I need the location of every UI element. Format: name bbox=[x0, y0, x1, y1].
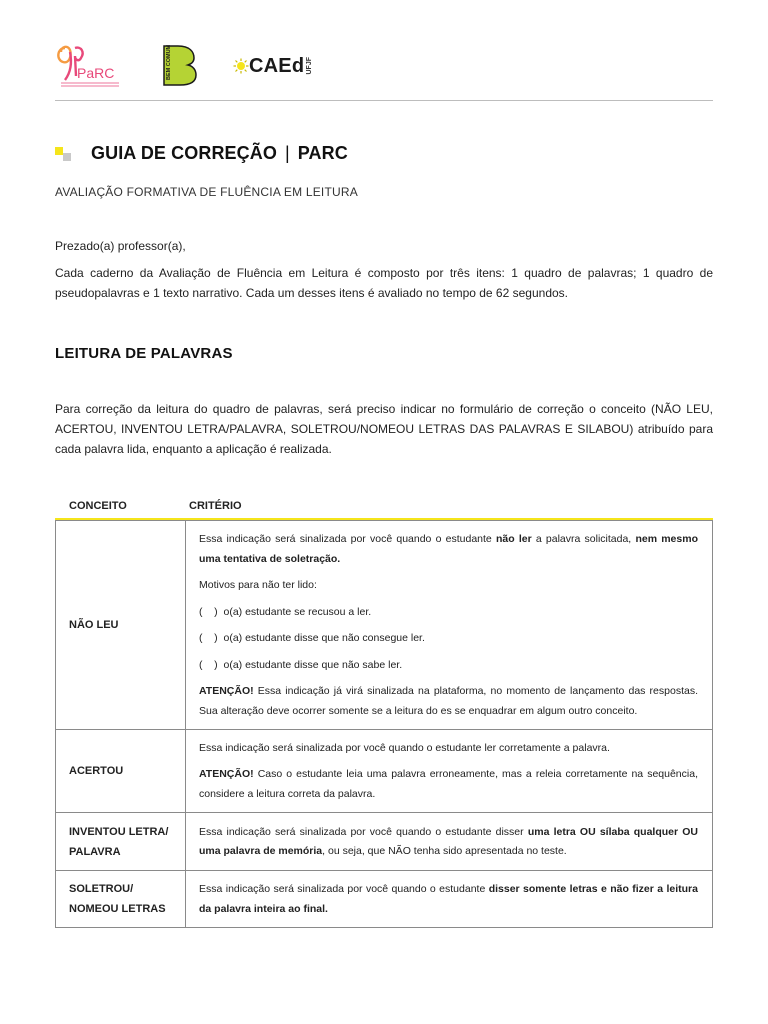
caed-logo bbox=[233, 52, 313, 80]
concept-cell: ACERTOU bbox=[56, 730, 186, 813]
criteria-paragraph: Essa indicação será sinalizada por você quando o estudante ler corretamente a palavra. bbox=[199, 741, 610, 754]
caed-logo-text: CAEd bbox=[249, 54, 305, 77]
motivo-option-2: ( ) o(a) estudante disse que não consegue ler. bbox=[199, 632, 425, 644]
section-paragraph: Para correção da leitura do quadro de palavras, será preciso indicar no formulário de correção o conceito (NÃO LEU, ACERTOU, INVENTOU LETRA/PALAVRA, SOLETROU/NOMEOU LETRAS DAS PALAVRAS E SILABOU) atribuído para cada palavra lida, enquanto a aplicação é realizada. bbox=[55, 402, 713, 456]
motivo-option-1: ( ) o(a) estudante se recusou a ler. bbox=[199, 605, 372, 618]
concept-line-1: SOLETROU/ bbox=[69, 883, 134, 895]
bem-comum-logo-text: BEM COMUM bbox=[166, 44, 172, 80]
concept-line-2: PALAVRA bbox=[69, 845, 121, 858]
bold-text: uma letra OU sílaba qualquer OU uma palavra de memória bbox=[199, 825, 698, 857]
document-title bbox=[91, 143, 348, 164]
attention-text: Essa indicação já virá sinalizada na plataforma, no momento de lançamento das respostas. Sua alteração deve ocorrer somente se a leitura do es se enquadrar em algum outro conceito. bbox=[199, 685, 698, 717]
document-title-main: GUIA DE CORREÇÃO bbox=[91, 142, 277, 163]
criteria-paragraph bbox=[199, 823, 698, 862]
attention-label: ATENÇÃO! bbox=[199, 768, 254, 781]
text-span: Essa indicação será sinalizada por você quando o estudante disser bbox=[199, 825, 528, 838]
attention-label: ATENÇÃO! bbox=[199, 685, 254, 697]
bold-text: disser somente letras e não fizer a leitura da palavra inteira ao final. bbox=[199, 883, 698, 915]
concept-cell bbox=[56, 871, 186, 928]
intro-paragraph: Cada caderno da Avaliação de Fluência em Leitura é composto por três itens: 1 quadro de palavras; 1 quadro de pseudopalavras e 1 texto narrativo. Cada um desses itens é avaliado no tempo de 62 segundos. bbox=[55, 266, 713, 300]
motivos-label: Motivos para não ter lido: bbox=[199, 579, 317, 591]
criteria-cell bbox=[186, 730, 713, 813]
table-row-inventou bbox=[56, 813, 713, 871]
parc-logo-text: PaRC bbox=[77, 65, 115, 81]
bold-text: não ler bbox=[495, 533, 532, 545]
attention-note bbox=[199, 765, 698, 804]
table-row-soletrou bbox=[56, 871, 713, 928]
bem-comum-logo bbox=[160, 44, 198, 86]
text-span: , ou seja, que NÃO tenha sido apresentada no teste. bbox=[322, 845, 567, 857]
greeting-text: Prezado(a) professor(a), bbox=[55, 239, 186, 253]
concept-cell: NÃO LEU bbox=[56, 521, 186, 730]
attention-note bbox=[199, 682, 698, 721]
sun-icon bbox=[233, 58, 249, 74]
document-title-separator: | bbox=[284, 142, 290, 163]
header-concept: CONCEITO bbox=[69, 500, 127, 512]
text-span: a palavra solicitada, bbox=[531, 533, 636, 545]
criteria-cell bbox=[186, 813, 713, 871]
table-row-acertou bbox=[56, 730, 713, 813]
criteria-cell bbox=[186, 521, 713, 730]
caed-logo-subtext: UFJF bbox=[306, 57, 314, 75]
criteria-cell bbox=[186, 871, 713, 928]
criteria-table-header bbox=[55, 496, 713, 518]
criteria-paragraph bbox=[199, 880, 698, 919]
concept-cell bbox=[56, 813, 186, 871]
header-criteria: CRITÉRIO bbox=[189, 500, 242, 512]
header-divider bbox=[55, 100, 713, 101]
motivo-option-3: ( ) o(a) estudante disse que não sabe ler. bbox=[199, 658, 403, 671]
criteria-table bbox=[55, 520, 713, 928]
text-span: Essa indicação será sinalizada por você quando o estudante bbox=[199, 883, 489, 895]
section-title: LEITURA DE PALAVRAS bbox=[55, 345, 233, 362]
bold-text: nem mesmo uma tentativa de soletração. bbox=[199, 533, 698, 565]
document-title-row bbox=[55, 142, 713, 164]
document-title-program: PARC bbox=[297, 142, 348, 163]
attention-text: Caso o estudante leia uma palavra erroneamente, mas a releia corretamente na sequência, considere a leitura correta da palavra. bbox=[199, 768, 698, 800]
document-subtitle: AVALIAÇÃO FORMATIVA DE FLUÊNCIA EM LEITURA bbox=[55, 185, 358, 199]
title-bullet-icon bbox=[55, 144, 73, 162]
table-row-nao-leu bbox=[56, 521, 713, 730]
concept-line-2: NOMEOU LETRAS bbox=[69, 903, 166, 915]
criteria-paragraph bbox=[199, 530, 698, 569]
logo-bar bbox=[55, 42, 713, 88]
concept-line-1: INVENTOU LETRA/ bbox=[69, 825, 169, 838]
parc-logo bbox=[55, 42, 125, 88]
text-span: Essa indicação será sinalizada por você quando o estudante bbox=[199, 533, 496, 545]
